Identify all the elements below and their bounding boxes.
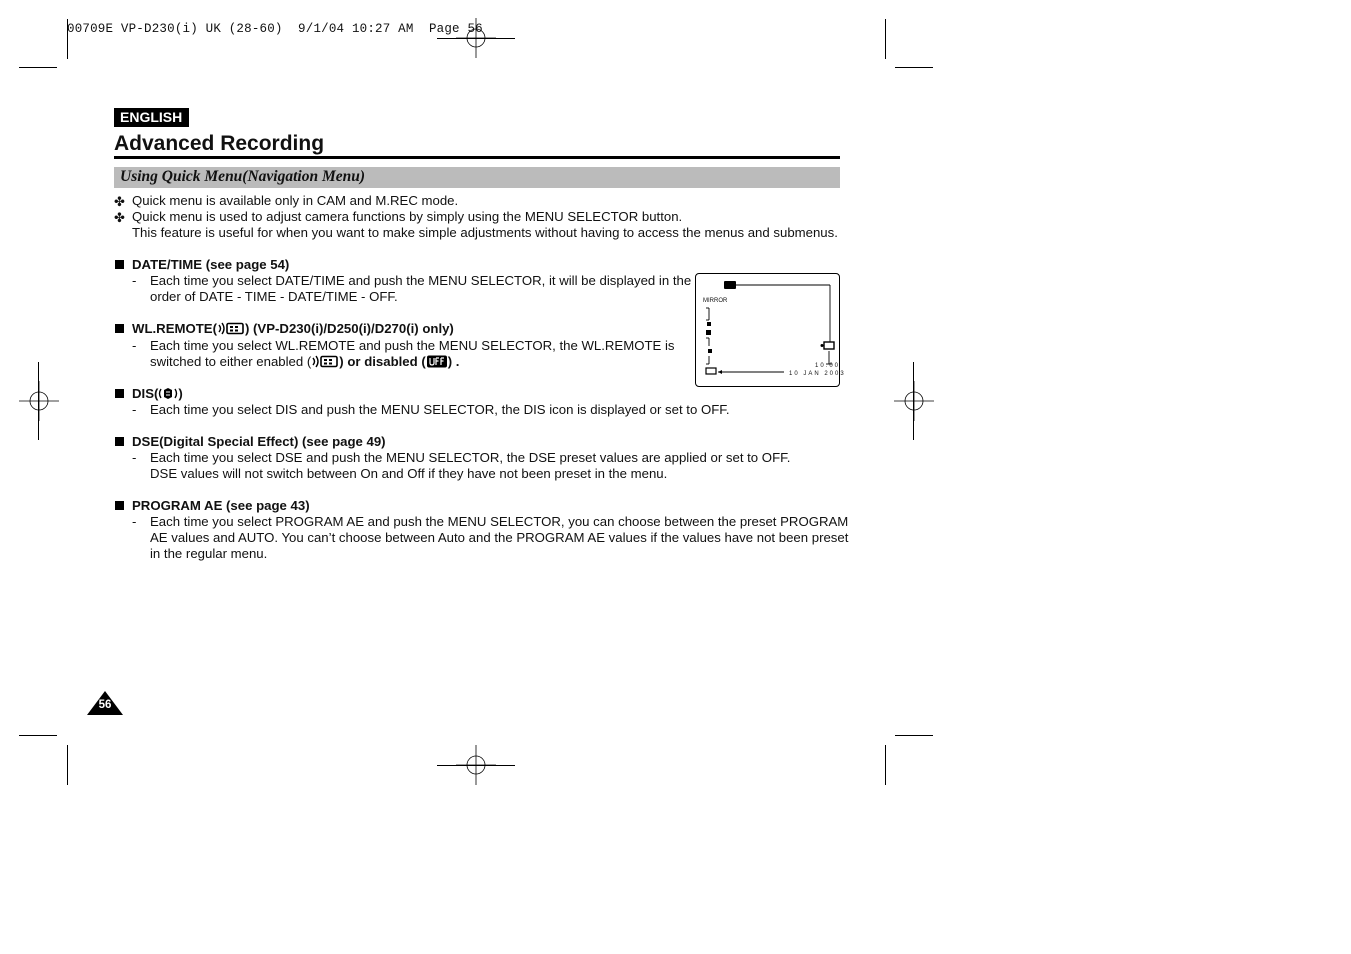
dse-heading: DSE(Digital Special Effect) (see page 49): [132, 434, 386, 449]
intro-bullet-icon: ✤: [114, 210, 125, 225]
crop-mark: [885, 745, 886, 785]
crop-mark: [437, 765, 515, 766]
square-bullet-icon: [115, 324, 124, 333]
crop-mark: [19, 735, 57, 736]
crop-mark: [19, 67, 57, 68]
wlremote-heading-a: WL.REMOTE(: [132, 321, 217, 336]
page-title: Advanced Recording: [114, 132, 325, 155]
dis-icon: [724, 281, 736, 289]
intro-line: Quick menu is available only in CAM and M.REC mode.: [132, 193, 459, 208]
square-bullet-icon: [115, 437, 124, 446]
wlremote-heading-b: ) (VP-D230(i)/D250(i)/D270(i) only): [244, 321, 454, 336]
dash: -: [132, 402, 137, 417]
crop-mark: [895, 67, 933, 68]
wlremote-line2-b: ) or disabled (: [339, 354, 426, 369]
lcd-illustration: [695, 273, 846, 387]
remote-icon: [217, 322, 245, 335]
dash: -: [132, 338, 137, 353]
datetime-line: order of DATE - TIME - DATE/TIME - OFF.: [150, 289, 398, 304]
remote-icon: [824, 342, 834, 349]
tape-icon: [706, 368, 716, 374]
dse-icon: [707, 322, 711, 326]
dse-line: DSE values will not switch between On and Off if they have not been preset in the menu.: [150, 466, 668, 481]
section-title: Using Quick Menu(Navigation Menu): [120, 168, 366, 185]
datetime-line: Each time you select DATE/TIME and push the MENU SELECTOR, it will be displayed in the: [150, 273, 692, 288]
programae-line: in the regular menu.: [150, 546, 268, 561]
program-ae-icon: [706, 330, 711, 335]
dis-line: Each time you select DIS and push the MENU SELECTOR, the DIS icon is displayed or set to OFF.: [150, 402, 730, 417]
dash: -: [132, 514, 137, 529]
print-slug: 00709E VP-D230(i) UK (28-60) 9/1/04 10:27 AM Page 56: [67, 22, 483, 36]
lcd-diagram-lines: [696, 274, 839, 386]
crop-mark: [437, 38, 515, 39]
intro-bullet-icon: ✤: [114, 194, 125, 209]
intro-line: Quick menu is used to adjust camera functions by simply using the MENU SELECTOR button.: [132, 209, 683, 224]
remote-icon: [311, 355, 339, 368]
intro-line: This feature is useful for when you want to make simple adjustments without having to access the menus and submenus.: [132, 225, 838, 240]
language-label: ENGLISH: [114, 108, 189, 127]
square-bullet-icon: [115, 501, 124, 510]
dse-line: Each time you select DSE and push the MENU SELECTOR, the DSE preset values are applied or set to OFF.: [150, 450, 791, 465]
crop-mark: [67, 745, 68, 785]
wlremote-line2-c: ) .: [447, 354, 460, 369]
crop-mark: [895, 735, 933, 736]
page-number: 56: [98, 699, 112, 711]
crop-mark: [913, 362, 914, 440]
lcd-time: 10:00: [815, 363, 841, 369]
lcd-mirror: MIRROR: [703, 298, 728, 304]
dash: -: [132, 450, 137, 465]
dash: -: [132, 273, 137, 288]
wlremote-line2-a: switched to either enabled (: [150, 354, 312, 369]
registration-mark: [19, 381, 59, 421]
programae-heading: PROGRAM AE (see page 43): [132, 498, 310, 513]
remote-off-icon: [426, 355, 448, 368]
registration-mark: [894, 381, 934, 421]
title-rule: [114, 156, 840, 159]
programae-line: AE values and AUTO. You can’t choose between Auto and the PROGRAM AE values if the values have not been preset: [150, 530, 849, 545]
programae-line: Each time you select PROGRAM AE and push the MENU SELECTOR, you can choose between the preset PROGRAM: [150, 514, 849, 529]
dis-heading-a: DIS(: [132, 386, 159, 401]
wlremote-heading: [132, 321, 454, 337]
wlremote-line: [150, 354, 459, 370]
square-bullet-icon: [115, 260, 124, 269]
dis-heading-b: ): [178, 386, 183, 401]
crop-mark: [38, 362, 39, 440]
square-bullet-icon: [115, 389, 124, 398]
datetime-heading: DATE/TIME (see page 54): [132, 257, 290, 272]
dis-icon: [158, 387, 178, 400]
dis-heading: [132, 386, 183, 402]
record-icon: [708, 349, 712, 353]
wlremote-line: Each time you select WL.REMOTE and push the MENU SELECTOR, the WL.REMOTE is: [150, 338, 675, 353]
lcd-date: 10 JAN 2003: [789, 371, 846, 377]
section-title-bar: [114, 167, 840, 188]
crop-mark: [885, 19, 886, 59]
